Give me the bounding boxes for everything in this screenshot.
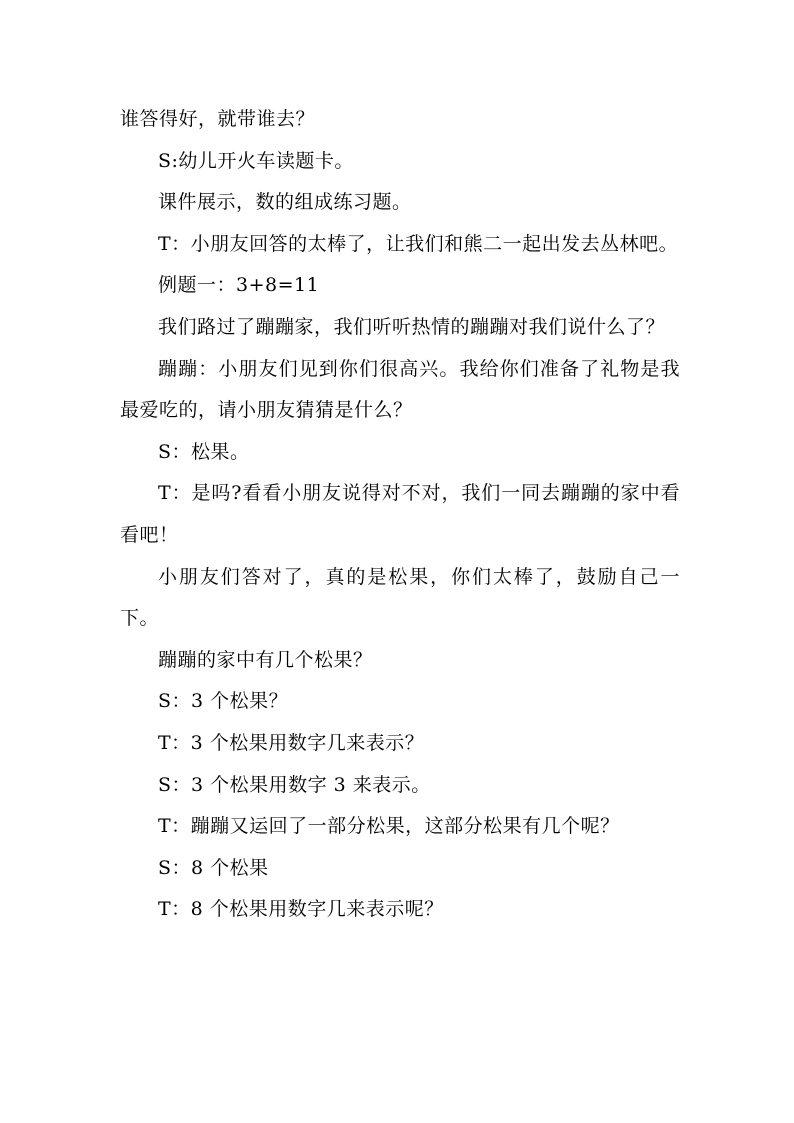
paragraph: T：是吗?看看小朋友说得对不对，我们一同去蹦蹦的家中看看吧！ bbox=[120, 482, 680, 546]
paragraph: 小朋友们答对了，真的是松果，你们太棒了，鼓励自己一下。 bbox=[120, 565, 680, 630]
document-body bbox=[120, 99, 680, 931]
paragraph: 课件展示，数的组成练习题。 bbox=[158, 191, 412, 214]
paragraph: 蹦蹦：小朋友们见到你们很高兴。我给你们准备了礼物是我最爱吃的，请小朋友猜猜是什么？ bbox=[120, 357, 680, 422]
paragraph: S：3 个松果？ bbox=[158, 690, 289, 713]
paragraph: S：3 个松果用数字 3 来表示。 bbox=[158, 773, 431, 796]
paragraph: 蹦蹦的家中有几个松果？ bbox=[158, 648, 373, 671]
paragraph: T：3 个松果用数字几来表示？ bbox=[158, 731, 425, 754]
paragraph: T：小朋友回答的太棒了，让我们和熊二一起出发去丛林吧。 bbox=[158, 232, 679, 255]
paragraph: 谁答得好，就带谁去？ bbox=[120, 108, 316, 130]
paragraph: 我们路过了蹦蹦家，我们听听热情的蹦蹦对我们说什么了？ bbox=[158, 315, 666, 338]
paragraph: 例题一：3+8=11 bbox=[158, 274, 320, 297]
paragraph: T：蹦蹦又运回了一部分松果，这部分松果有几个呢？ bbox=[158, 815, 620, 838]
paragraph: S：松果。 bbox=[158, 440, 250, 463]
paragraph: S:幼儿开火车读题卡。 bbox=[158, 149, 354, 172]
paragraph: S：8 个松果 bbox=[158, 856, 269, 879]
paragraph: T：8 个松果用数字几来表示呢？ bbox=[158, 898, 444, 921]
